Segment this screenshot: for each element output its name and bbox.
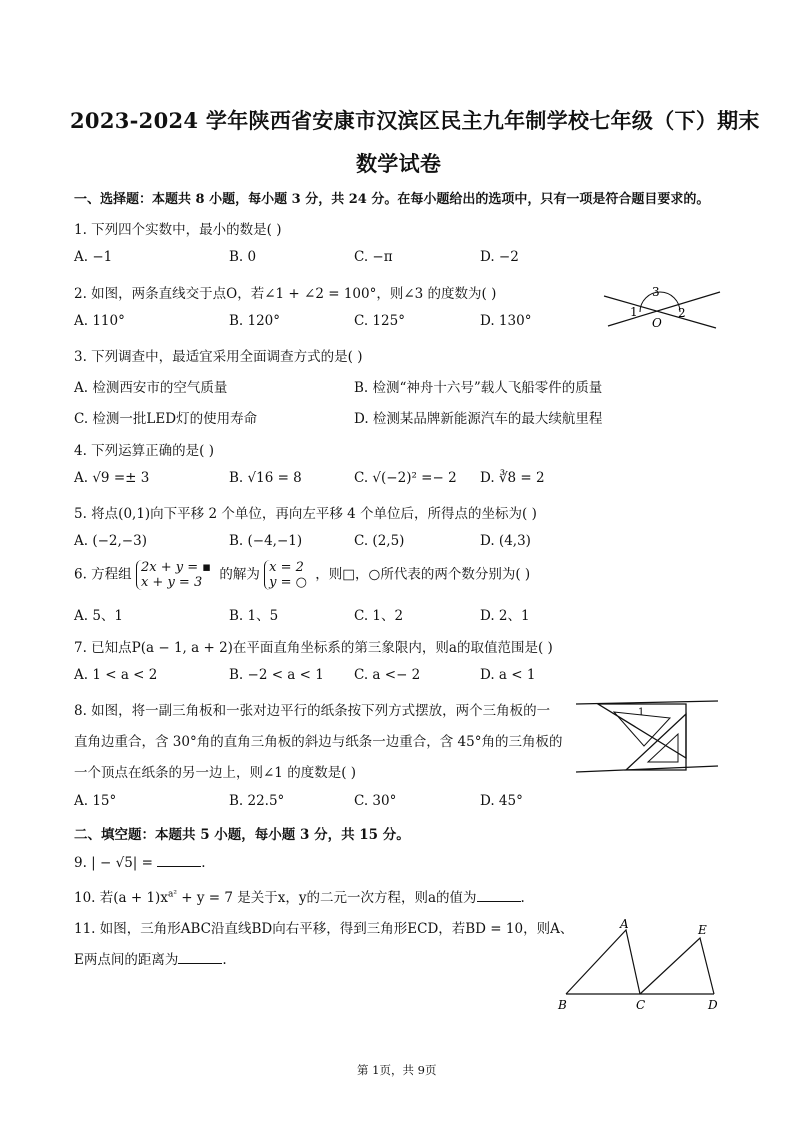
question-11-line-2 — [74, 948, 227, 968]
question-10-mid: + y = 7 是关于x，y的二元一次方程，则a的值为 — [176, 890, 477, 906]
question-1-option-b: B. 0 — [229, 249, 257, 265]
question-5-option-d: D. (4,3) — [480, 533, 531, 549]
point-a-label: A — [620, 917, 629, 931]
question-10-end: . — [520, 890, 525, 906]
question-10-stem — [74, 886, 525, 906]
question-9-text: 9. | − √5| = — [74, 855, 158, 871]
answer-blank[interactable] — [178, 951, 222, 964]
question-4-option-d: D. ∛8 = 2 — [480, 470, 545, 486]
page-footer: 第 1页，共 9页 — [357, 1063, 437, 1077]
question-8-option-d: D. 45° — [480, 793, 523, 809]
question-8-line-2: 直角边重合，含 30°角的直角三角板的斜边与纸条一边重合，含 45°角的三角板的 — [74, 734, 563, 750]
solution-system — [264, 560, 311, 590]
point-e-label: E — [698, 923, 707, 937]
question-3-option-d: D. 检测某品牌新能源汽车的最大续航里程 — [354, 411, 603, 427]
line-2 — [608, 292, 720, 326]
point-d-label: D — [708, 998, 718, 1012]
question-4-option-c: C. √(−2)² =− 2 — [354, 470, 457, 486]
question-2-option-a: A. 110° — [74, 313, 125, 329]
question-6-option-b: B. 1、5 — [229, 608, 279, 624]
equation-system — [136, 560, 215, 590]
exponent: a² — [167, 889, 177, 900]
point-c-label: C — [636, 998, 646, 1012]
question-8-figure — [574, 698, 720, 778]
exam-title-line1: 2023-2024 学年陕西省安康市汉滨区民主九年制学校七年级（下）期末 — [70, 108, 760, 133]
question-8-line-1: 8. 如图，将一副三角板和一张对边平行的纸条按下列方式摆放，两个三角板的一 — [74, 703, 551, 719]
question-3-option-c: C. 检测一批LED灯的使用寿命 — [74, 411, 258, 427]
question-6-option-a: A. 5、1 — [74, 608, 124, 624]
exam-title-line2: 数学试卷 — [356, 151, 442, 176]
strip-bottom-edge — [576, 766, 718, 772]
question-4-option-a: A. √9 =± 3 — [74, 470, 150, 486]
system-row-1: 2x + y = ▪ — [140, 560, 212, 575]
question-5-stem: 5. 将点(0,1)向下平移 2 个单位，再向左平移 4 个单位后，所得点的坐标为( ) — [74, 506, 537, 522]
label-3: 3 — [652, 285, 660, 299]
question-6-mid: 的解为 — [219, 566, 260, 583]
question-2-option-b: B. 120° — [229, 313, 281, 329]
question-4-option-b: B. √16 = 8 — [229, 470, 302, 486]
point-b-label: B — [558, 998, 567, 1012]
question-11-figure — [552, 916, 727, 1012]
question-5-option-b: B. (−4,−1) — [229, 533, 303, 549]
question-6-stem — [74, 560, 530, 590]
question-1-option-c: C. −π — [354, 249, 393, 265]
solution-row-1: x = 2 — [269, 560, 304, 575]
question-2-option-c: C. 125° — [354, 313, 405, 329]
question-2-option-d: D. 130° — [480, 313, 532, 329]
angle-1-label: 1 — [638, 707, 645, 718]
question-6-prefix: 6. 方程组 — [74, 566, 132, 583]
label-o: O — [652, 316, 662, 330]
question-6-option-d: D. 2、1 — [480, 608, 530, 624]
question-4-stem: 4. 下列运算正确的是( ) — [74, 443, 214, 459]
question-7-option-d: D. a < 1 — [480, 667, 536, 683]
answer-blank[interactable] — [157, 854, 201, 867]
question-7-option-c: C. a <− 2 — [354, 667, 421, 683]
label-1: 1 — [630, 305, 638, 319]
question-8-option-b: B. 22.5° — [229, 793, 285, 809]
question-9-end: . — [201, 855, 206, 871]
section-2-heading: 二、填空题：本题共 5 小题，每小题 3 分，共 15 分。 — [74, 827, 410, 843]
triangle-abc — [566, 930, 640, 994]
question-8-line-3: 一个顶点在纸条的另一边上，则∠1 的度数是( ) — [74, 765, 357, 781]
question-7-option-a: A. 1 < a < 2 — [74, 667, 158, 683]
question-7-stem: 7. 已知点P(a − 1, a + 2)在平面直角坐标系的第三象限内，则a的取值范围是( ) — [74, 640, 553, 656]
question-6-suffix: ，则□，○所代表的两个数分别为( ) — [315, 566, 531, 583]
question-3-option-a: A. 检测西安市的空气质量 — [74, 380, 228, 396]
question-3-stem: 3. 下列调查中，最适宜采用全面调查方式的是( ) — [74, 349, 363, 365]
question-8-option-c: C. 30° — [354, 793, 397, 809]
question-5-option-c: C. (2,5) — [354, 533, 405, 549]
question-8-option-a: A. 15° — [74, 793, 117, 809]
system-row-2: x + y = 3 — [140, 575, 203, 590]
question-2-figure — [596, 282, 726, 332]
question-2-stem: 2. 如图，两条直线交于点O，若∠1 + ∠2 = 100°，则∠3 的度数为( ) — [74, 286, 497, 302]
question-11-end: . — [222, 952, 227, 968]
label-2: 2 — [678, 306, 686, 320]
question-1-option-a: A. −1 — [74, 249, 113, 265]
triangle-ecd — [640, 938, 714, 994]
question-10-text: 10. 若(a + 1)x — [74, 890, 168, 906]
section-1-heading: 一、选择题：本题共 8 小题，每小题 3 分，共 24 分。在每小题给出的选项中，只有一项是符合题目要求的。 — [74, 192, 710, 207]
question-5-option-a: A. (−2,−3) — [74, 533, 147, 549]
answer-blank[interactable] — [477, 889, 521, 902]
question-3-option-b: B. 检测“神舟十六号”载人飞船零件的质量 — [354, 380, 603, 396]
question-11-text: E两点间的距离为 — [74, 952, 179, 968]
question-6-option-c: C. 1、2 — [354, 608, 404, 624]
question-11-line-1: 11. 如图，三角形ABC沿直线BD向右平移，得到三角形ECD，若BD = 10，则A、 — [74, 921, 574, 937]
question-1-option-d: D. −2 — [480, 249, 519, 265]
question-9-stem — [74, 854, 206, 871]
question-1-stem: 1. 下列四个实数中，最小的数是( ) — [74, 222, 282, 238]
question-7-option-b: B. −2 < a < 1 — [229, 667, 324, 683]
solution-row-2: y = ○ — [269, 575, 307, 590]
angle-3-arc — [640, 292, 680, 312]
